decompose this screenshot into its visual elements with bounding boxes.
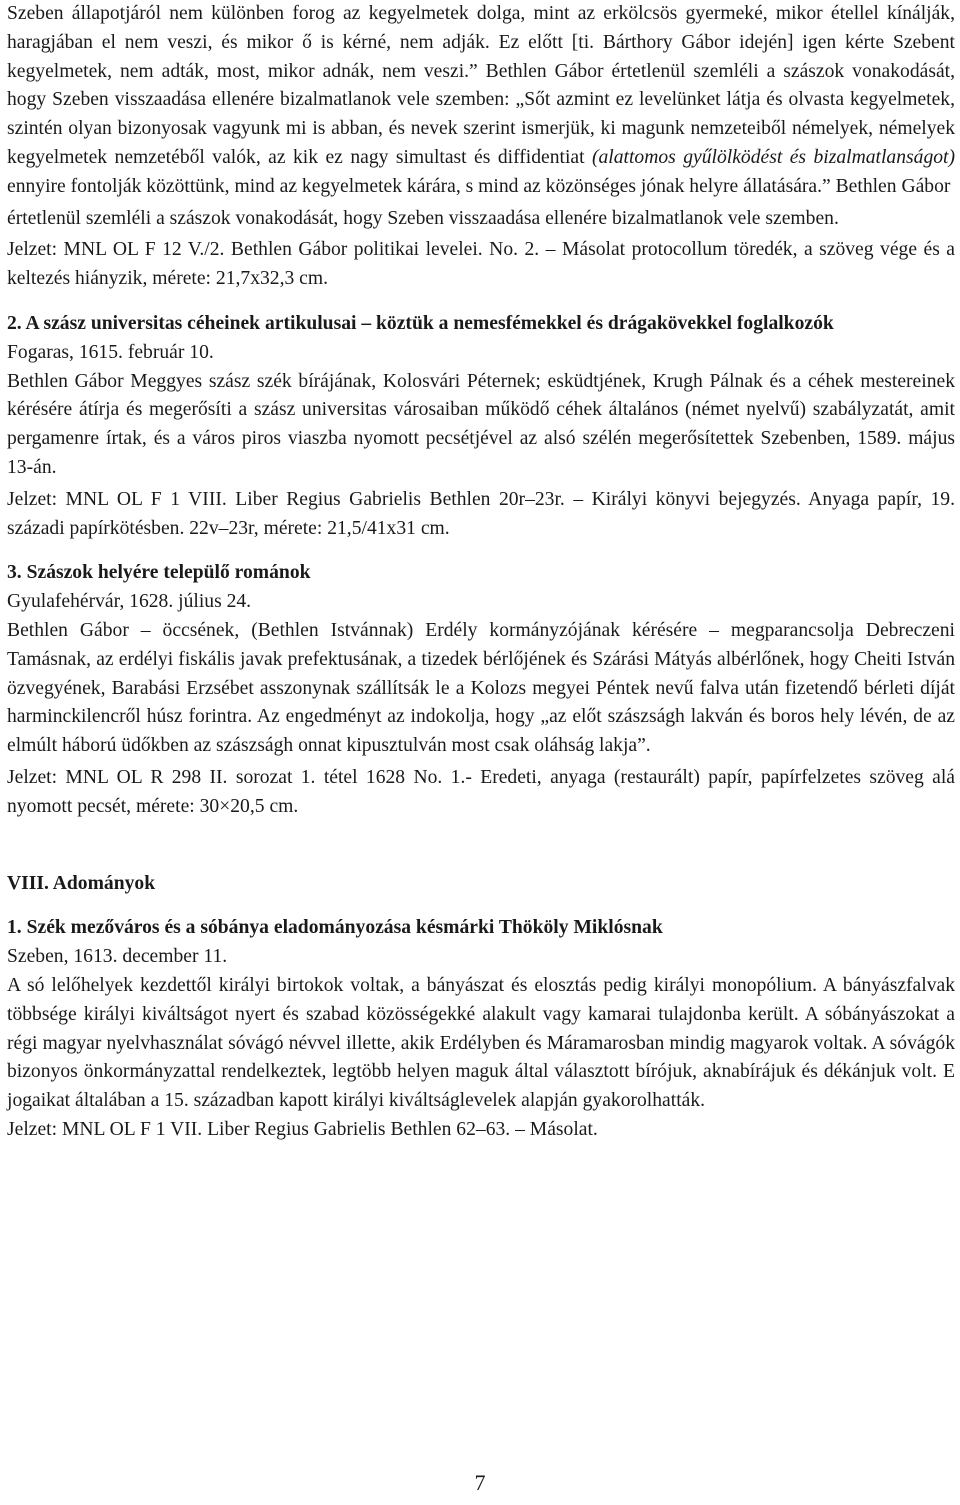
- section-viii-1-place-date: Szeben, 1613. december 11.: [7, 946, 228, 968]
- section-2-place-date: Fogaras, 1615. február 10.: [7, 341, 214, 363]
- section-2-body: Bethlen Gábor Meggyes szász szék bírájának, Kolosvári Péternek; esküdtjének, Krugh Pálnak és a céhek mestereinek kérésére átírja és megerősíti a szász universitas városaiban működő céhek általános (német nyelvű) szabályzatát, amit pergamenre írtak, és a város piros viaszba nyomott pecsétjével az alsó szélén megerősítettek Szebenben, 1589. május 13-án.: [7, 370, 955, 478]
- opening-text-end: ennyire fontolják közöttünk, mind az kegyelmetek kárára, s mind az közönséges jónak helyre állatására.” Bethlen Gábor: [7, 175, 951, 197]
- section-2-heading: 2. A szász universitas céheinek artikulusai – köztük a nemesfémekkel és drágakövekkel foglalkozók: [7, 312, 834, 334]
- chapter-heading: VIII. Adományok: [7, 872, 156, 894]
- page-number: 7: [474, 1470, 486, 1495]
- section-3-body: Bethlen Gábor – öccsének, (Bethlen Istvánnak) Erdély kormányzójának kérésére – megparancsolja Debreczeni Tamásnak, az erdélyi fiskális javak prefektusának, a tizedek bérlőjének és Szárási Mátyás albérlőnek, hogy Cheiti István özvegyének, Barabási Erzsébet asszonynak szállítsák le a Kolozs megyei Péntek nevű falva után fizetendő bérleti díját harminckilencről húsz forintra. Az engedményt az indokolja, hogy „az előt szászságh lakván és boros hely lévén, de az elmúlt háború üdőkben az szászságh onnat kipusztulván most csak oláhság lakja”.: [7, 619, 955, 757]
- section-3-heading: 3. Szászok helyére települő románok: [7, 562, 311, 584]
- section-3-place-date: Gyulafehérvár, 1628. július 24.: [7, 591, 252, 613]
- section-viii-1-body: A só lelőhelyek kezdettől királyi birtokok voltak, a bányászat és elosztás pedig királyi monopólium. A bányászfalvak többsége királyi kiváltságot nyert és szabad közösségekké alakult vagy kamarai tulajdonba került. A sóbányászokat a régi magyar nyelvhasználat sóvágó névvel illette, akik Erdélyben és Máramarosban mindig magyarok voltak. A sóvágók bizonyos önkormányzattal rendelkeztek, legtöbb helyen maguk által választott bírójuk, aknabírájuk és dékánjuk volt. E jogaikat általában a 15. században kapott királyi kiváltságlevelek alapján gyakorolhatták.: [7, 974, 955, 1112]
- section-viii-1-heading: 1. Szék mezőváros és a sóbánya eladományozása késmárki Thököly Miklósnak: [7, 917, 663, 939]
- opening-summary: értetlenül szemléli a szászok vonakodását, hogy Szeben visszaadása ellenére bizalmatlanok vele szemben.: [7, 207, 839, 229]
- section-viii-1-reference: Jelzet: MNL OL F 1 VII. Liber Regius Gabrielis Bethlen 62–63. – Másolat.: [7, 1118, 598, 1140]
- section-2-reference: Jelzet: MNL OL F 1 VIII. Liber Regius Gabrielis Bethlen 20r–23r. – Királyi könyvi bejegyzés. Anyaga papír, 19. századi papírkötésben. 22v–23r, mérete: 21,5/41x31 cm.: [7, 488, 955, 539]
- document-page: [7, 0, 955, 1145]
- opening-paragraph: [7, 0, 955, 202]
- opening-reference: Jelzet: MNL OL F 12 V./2. Bethlen Gábor politikai levelei. No. 2. – Másolat protocollum töredék, a szöveg vége és a keltezés hiányzik, mérete: 21,7x32,3 cm.: [7, 239, 955, 290]
- opening-text: Szeben állapotjáról nem különben forog az kegyelmetek dolga, mint az erkölcsös gyermeké, mikor étellel kínálják, haragjában el nem veszi, és mikor ő is kérné, nem adják. Ez előtt [ti. Bárthory Gábor idején] igen kérte Szebent kegyelmetek, nem adták, most, mikor adnák, nem veszi.” Bethlen Gábor értetlenül szemléli a szászok vonakodását, hogy Szeben visszaadása ellenére bizalmatlanok vele szemben: „Sőt azmint ez levelünket látja és olvasta kegyelmetek, szintén olyan bizonyosak vagyunk mi is abban, és nevek szerint ismerjük, ki magunk nemzeteiből némelyek, némelyek kegyelmetek nemzetéből valók, az kik ez nagy simultast és diffidentiat: [7, 3, 955, 168]
- opening-italic-gloss: (alattomos gyűlölködést és bizalmatlanságot): [591, 146, 956, 168]
- section-3-reference: Jelzet: MNL OL R 298 II. sorozat 1. tétel 1628 No. 1.- Eredeti, anyaga (restaurált) papír, papírfelzetes szöveg alá nyomott pecsét, mérete: 30×20,5 cm.: [7, 766, 955, 817]
